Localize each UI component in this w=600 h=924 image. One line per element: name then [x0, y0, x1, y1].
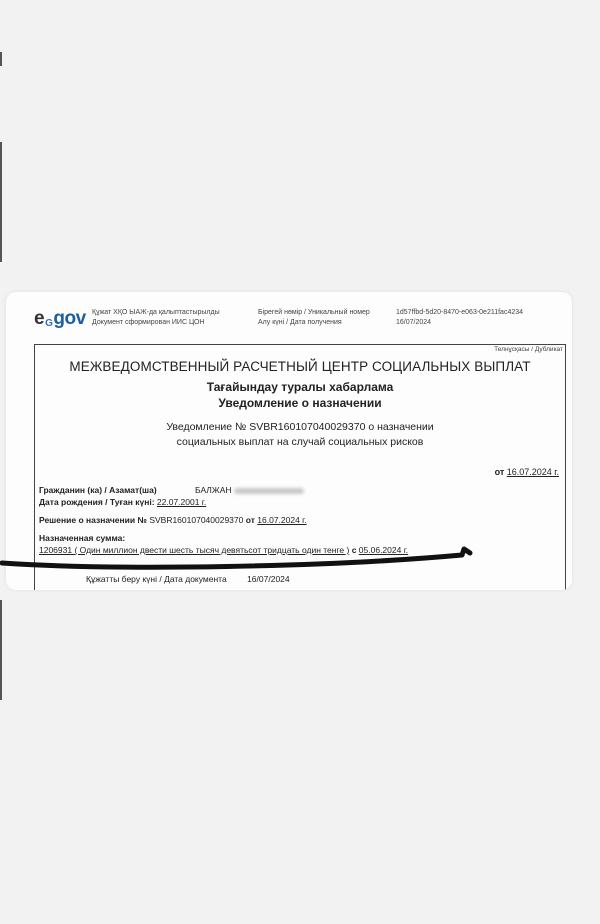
notice-line-1: Уведомление № SVBR160107040029370 о назначении — [166, 421, 434, 433]
citizen-value: БАЛЖАН — [195, 485, 232, 495]
decision-date: 16.07.2024 г. — [257, 515, 307, 525]
egov-header — [34, 306, 566, 336]
doc-date-label: Құжатты беру күні / Дата документа — [86, 574, 227, 584]
decision-from: от — [245, 515, 255, 525]
logo-e: e — [34, 308, 45, 329]
date-prefix: от — [494, 467, 505, 477]
birth-label: Дата рождения / Туған күні: — [39, 497, 155, 507]
scan-edge-line-top — [0, 52, 2, 66]
scan-edge-line-mid — [0, 142, 2, 262]
uid-values — [396, 308, 523, 328]
issuer-kz: Құжат ХҚО ЫАЖ-да қалыптастырылды — [92, 309, 220, 316]
title-kz: Тағайындау туралы хабарлама — [206, 380, 394, 394]
doc-date-row — [86, 574, 290, 584]
title-ru: Уведомление о назначении — [218, 396, 382, 410]
logo-gov: gov — [53, 308, 86, 329]
decision-number: SVBR160107040029370 — [149, 515, 244, 525]
uid-labels — [258, 308, 370, 328]
birth-value: 22.07.2001 г. — [156, 497, 207, 507]
egov-logo — [34, 308, 86, 330]
organization-title: МЕЖВЕДОМСТВЕННЫЙ РАСЧЕТНЫЙ ЦЕНТР СОЦИАЛЬНЫХ ВЫПЛАТ — [69, 359, 531, 374]
citizen-label: Гражданин (ка) / Азамат(ша) — [39, 485, 157, 495]
notice-date — [495, 467, 559, 477]
birth-row — [39, 497, 206, 507]
date-value: 16.07.2024 г. — [506, 467, 559, 477]
uid-label: Бірегей нөмір / Уникальный номер — [258, 309, 370, 316]
duplicate-label: Телнұсқасы / Дубликат — [494, 346, 563, 353]
issuer-block — [92, 308, 220, 328]
doc-date-value: 16/07/2024 — [247, 574, 290, 584]
decision-row — [39, 515, 307, 525]
amount-from: с — [351, 545, 357, 555]
date-recv-value: 16/07/2024 — [396, 319, 432, 326]
uid-value: 1d57ffbd-5d20-8470-e063-0e211fac4234 — [396, 309, 524, 316]
decision-label: Решение о назначении № — [39, 515, 147, 525]
notice-line-2: социальных выплат на случай социальных рисков — [176, 436, 424, 448]
marker-underline — [0, 537, 600, 577]
amount-label: Назначенная сумма: — [39, 533, 126, 543]
citizen-row — [39, 485, 304, 495]
date-recv-label: Алу күні / Дата получения — [258, 319, 342, 326]
issuer-ru: Документ сформирован ИИС ЦОН — [92, 319, 205, 326]
redacted-name — [234, 488, 304, 494]
amount-date: 05.06.2024 г. — [358, 545, 409, 555]
scan-edge-line-low — [0, 600, 2, 700]
logo-sub: G — [45, 318, 53, 329]
marker-stroke — [2, 549, 470, 567]
amount-value: 1206931 ( Один миллион двести шесть тысяч девятьсот тридцать один тенге ) — [39, 545, 350, 555]
